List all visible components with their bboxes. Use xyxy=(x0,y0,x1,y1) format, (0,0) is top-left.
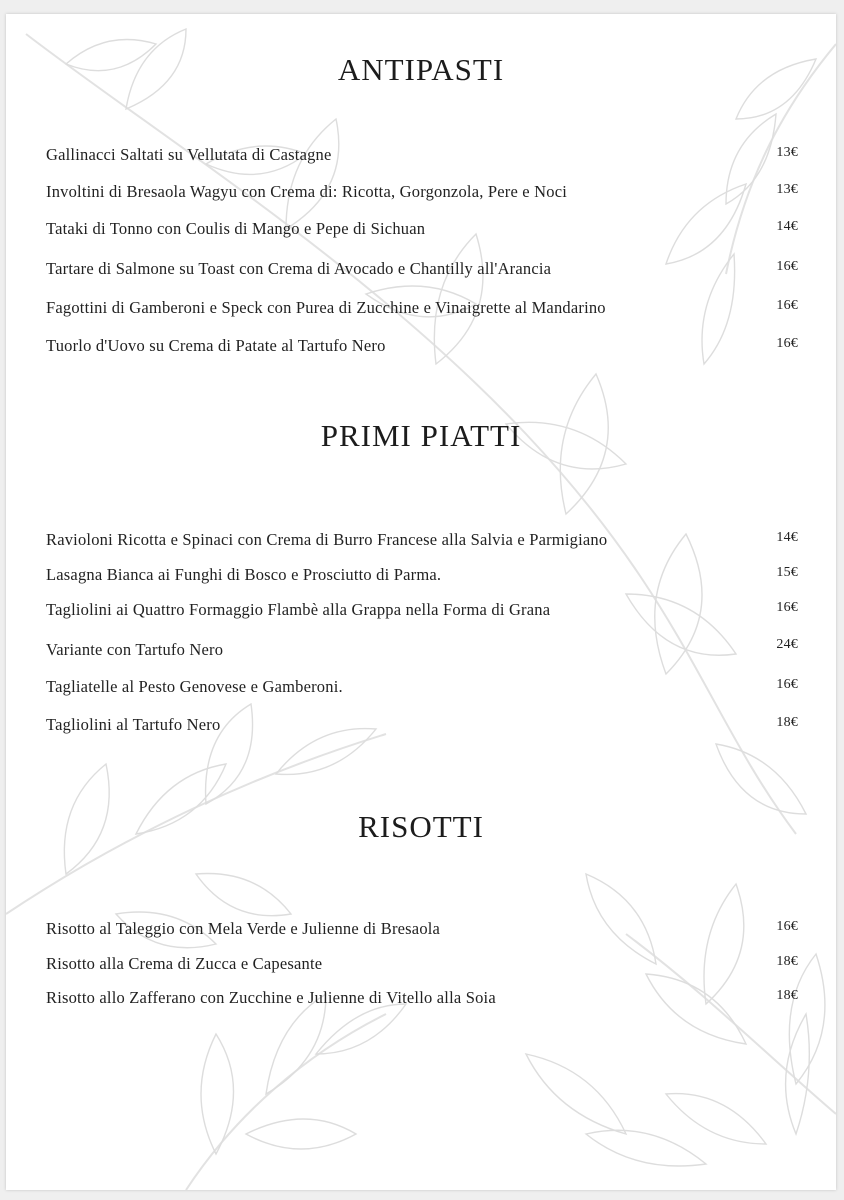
menu-item xyxy=(46,600,798,624)
dish-name: Fagottini di Gamberoni e Speck con Purea di Zucchine e Vinaigrette al Mandarino xyxy=(46,298,606,317)
dish-name: Tuorlo d'Uovo su Crema di Patate al Tartufo Nero xyxy=(46,336,386,355)
menu-item xyxy=(46,677,798,701)
dish-price: 16€ xyxy=(776,259,798,274)
menu-item xyxy=(46,182,798,206)
menu-item xyxy=(46,715,798,739)
dish-name: Tartare di Salmone su Toast con Crema di Avocado e Chantilly all'Arancia xyxy=(46,259,552,278)
dish-price: 16€ xyxy=(776,298,798,313)
section-title-antipasti: ANTIPASTI xyxy=(337,52,505,87)
dish-price: 24€ xyxy=(776,637,798,652)
menu-item xyxy=(46,219,798,243)
dish-name: Risotto allo Zafferano con Zucchine e Julienne di Vitello alla Soia xyxy=(46,988,496,1007)
menu-item xyxy=(46,565,798,589)
dish-price: 18€ xyxy=(776,715,798,730)
menu-item xyxy=(46,336,798,360)
menu-item xyxy=(46,637,798,664)
dish-name: Ravioloni Ricotta e Spinaci con Crema di Burro Francese alla Salvia e Parmigiano xyxy=(46,530,608,549)
section-title-risotti: RISOTTI xyxy=(358,809,484,844)
dish-name: Tagliolini al Tartufo Nero xyxy=(46,715,221,734)
menu-page xyxy=(6,14,836,1190)
dish-price: 16€ xyxy=(776,919,798,934)
dish-name: Gallinacci Saltati su Vellutata di Castagne xyxy=(46,145,332,164)
menu-item xyxy=(46,530,798,554)
menu-item xyxy=(46,259,798,283)
dish-price: 16€ xyxy=(776,677,798,692)
dish-name: Tagliatelle al Pesto Genovese e Gamberoni. xyxy=(46,677,343,696)
dish-name: Lasagna Bianca ai Funghi di Bosco e Prosciutto di Parma. xyxy=(46,565,442,584)
dish-name: Tagliolini ai Quattro Formaggio Flambè alla Grappa nella Forma di Grana xyxy=(46,600,551,619)
menu-item xyxy=(46,919,798,943)
dish-name: Risotto alla Crema di Zucca e Capesante xyxy=(46,954,323,973)
dish-price: 15€ xyxy=(776,565,798,580)
section-title-primi-piatti: PRIMI PIATTI xyxy=(320,418,522,453)
dish-name: Involtini di Bresaola Wagyu con Crema di: Ricotta, Gorgonzola, Pere e Noci xyxy=(46,182,568,201)
dish-price: 13€ xyxy=(776,182,798,197)
dish-price: 16€ xyxy=(776,600,798,615)
menu-item xyxy=(46,145,798,169)
dish-price: 18€ xyxy=(776,954,798,969)
dish-price: 13€ xyxy=(776,145,798,160)
dish-name: Tataki di Tonno con Coulis di Mango e Pepe di Sichuan xyxy=(46,219,426,238)
menu-item xyxy=(46,988,798,1012)
menu-item xyxy=(46,298,798,322)
menu-item xyxy=(46,954,798,978)
dish-price: 14€ xyxy=(776,530,798,545)
dish-name: Variante con Tartufo Nero xyxy=(46,640,224,659)
dish-price: 14€ xyxy=(776,219,798,234)
dish-name: Risotto al Taleggio con Mela Verde e Julienne di Bresaola xyxy=(46,919,441,938)
dish-price: 18€ xyxy=(776,988,798,1003)
dish-price: 16€ xyxy=(776,336,798,351)
